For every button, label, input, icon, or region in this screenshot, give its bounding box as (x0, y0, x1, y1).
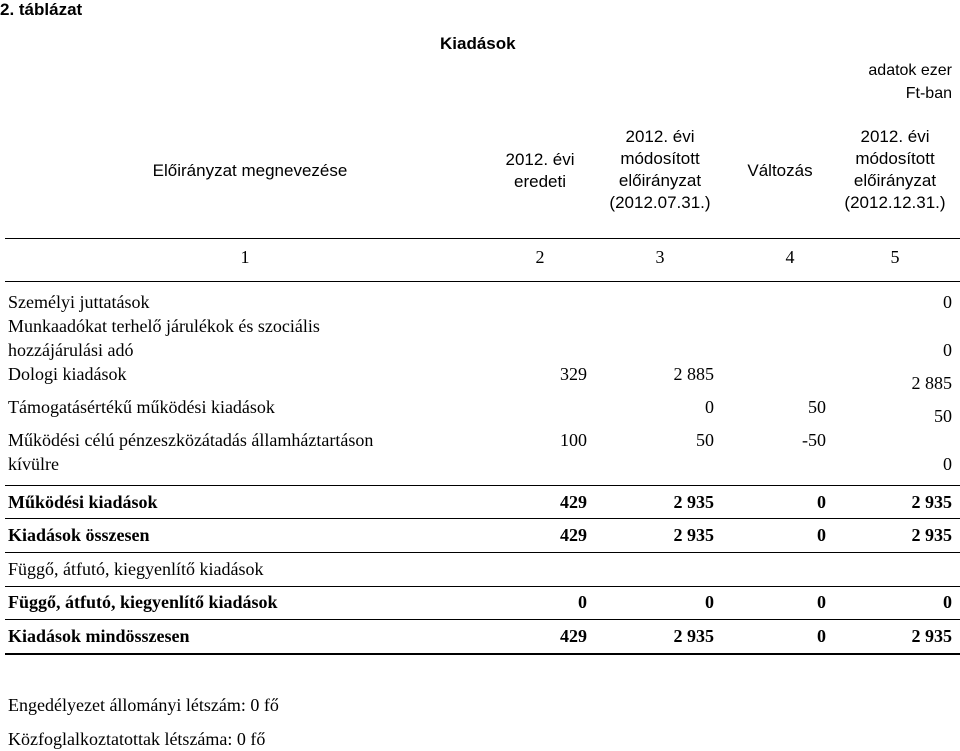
header-col3-line2: módosított (620, 149, 700, 168)
divider-before-kiadasok-osszesen (5, 518, 960, 519)
row-mukodesi-celu-col3: 50 (696, 430, 714, 450)
header-col5-line2: módosított (855, 149, 935, 168)
row-label-mukodesi-kiadasok: Működési kiadások (8, 492, 158, 512)
row-tamogatas-col4: 50 (808, 397, 826, 417)
divider-before-mindosszesen (5, 619, 960, 620)
row-mukodesi-kiadasok-col3: 2 935 (673, 492, 714, 512)
row-tamogatas-col5: 50 (934, 406, 952, 426)
row-kiadasok-osszesen-col5: 2 935 (911, 525, 952, 545)
row-label-fuggo-plain: Függő, átfutó, kiegyenlítő kiadások (8, 559, 264, 579)
row-dologi-col3: 2 885 (673, 364, 714, 384)
table-bottom-border (5, 653, 960, 655)
header-col3-line4: (2012.07.31.) (609, 193, 711, 212)
row-label-mukodesi-celu-2: kívülre (8, 454, 59, 474)
header-col3 (595, 126, 725, 214)
row-fuggo-bold-col2: 0 (578, 592, 587, 612)
header-divider (5, 238, 960, 239)
row-label-fuggo-bold: Függő, átfutó, kiegyenlítő kiadások (8, 592, 278, 612)
row-mukodesi-kiadasok-col4: 0 (817, 492, 826, 512)
header-col2-line1: 2012. évi (505, 150, 575, 169)
row-mukodesi-celu-col4: -50 (802, 430, 826, 450)
row-label-tamogatas: Támogatásértékű működési kiadások (8, 397, 275, 417)
unit-note (868, 59, 952, 105)
col-number-1: 1 (240, 247, 250, 267)
footer-engedelyezett-letszam: Engedélyezet állományi létszám: 0 fő (8, 695, 279, 715)
header-col5-line4: (2012.12.31.) (844, 193, 946, 212)
row-fuggo-bold-col5: 0 (943, 592, 952, 612)
row-label-munkaadoi-1: Munkaadókat terhelő járulékok és szociális (8, 316, 320, 336)
header-col2-line2: eredeti (514, 172, 566, 191)
row-munkaadoi-col5: 0 (943, 340, 952, 360)
divider-before-fuggo-bold (5, 586, 960, 587)
unit-line-1: adatok ezer (868, 62, 952, 79)
row-fuggo-bold-col3: 0 (705, 592, 714, 612)
header-col3-line1: 2012. évi (625, 127, 695, 146)
header-col5-line1: 2012. évi (860, 127, 930, 146)
header-col5-line3: előirányzat (853, 171, 937, 190)
row-fuggo-bold-col4: 0 (817, 592, 826, 612)
row-mukodesi-kiadasok-col5: 2 935 (911, 492, 952, 512)
col-number-4: 4 (785, 247, 795, 267)
row-dologi-col5: 2 885 (911, 373, 952, 393)
row-mindosszesen-col5: 2 935 (911, 626, 952, 646)
col-number-3: 3 (655, 247, 665, 267)
row-szemelyi-col5: 0 (943, 292, 952, 312)
header-col4: Változás (747, 161, 813, 180)
row-mindosszesen-col4: 0 (817, 626, 826, 646)
col-number-5: 5 (890, 247, 900, 267)
unit-line-2: Ft-ban (905, 85, 952, 102)
header-col5 (830, 126, 960, 214)
row-kiadasok-osszesen-col2: 429 (560, 525, 587, 545)
column-number-divider (5, 281, 960, 282)
row-mukodesi-celu-col2: 100 (560, 430, 587, 450)
divider-before-fuggo (5, 552, 960, 553)
row-mukodesi-celu-col5: 0 (943, 454, 952, 474)
header-col2 (480, 149, 600, 193)
row-kiadasok-osszesen-col4: 0 (817, 525, 826, 545)
row-label-dologi: Dologi kiadások (8, 364, 127, 384)
divider-before-mukodesi-kiadasok (5, 485, 960, 486)
row-label-szemelyi: Személyi juttatások (8, 292, 150, 312)
row-label-mukodesi-celu-1: Működési célú pénzeszközátadás államháztartáson (8, 430, 374, 450)
row-kiadasok-osszesen-col3: 2 935 (673, 525, 714, 545)
row-mindosszesen-col3: 2 935 (673, 626, 714, 646)
row-tamogatas-col3: 0 (705, 397, 714, 417)
col-number-2: 2 (535, 247, 545, 267)
row-dologi-col2: 329 (560, 364, 587, 384)
row-label-munkaadoi-2: hozzájárulási adó (8, 340, 134, 360)
row-mukodesi-kiadasok-col2: 429 (560, 492, 587, 512)
row-label-mindosszesen: Kiadások mindösszesen (8, 626, 190, 646)
header-name: Előirányzat megnevezése (152, 161, 348, 180)
footer-kozfoglalkoztatottak: Közfoglalkoztatottak létszáma: 0 fő (8, 729, 266, 749)
row-mindosszesen-col2: 429 (560, 626, 587, 646)
table-title: Kiadások (440, 34, 516, 53)
table-number: 2. táblázat (0, 0, 83, 19)
header-col3-line3: előirányzat (618, 171, 702, 190)
row-label-kiadasok-osszesen: Kiadások összesen (8, 525, 150, 545)
